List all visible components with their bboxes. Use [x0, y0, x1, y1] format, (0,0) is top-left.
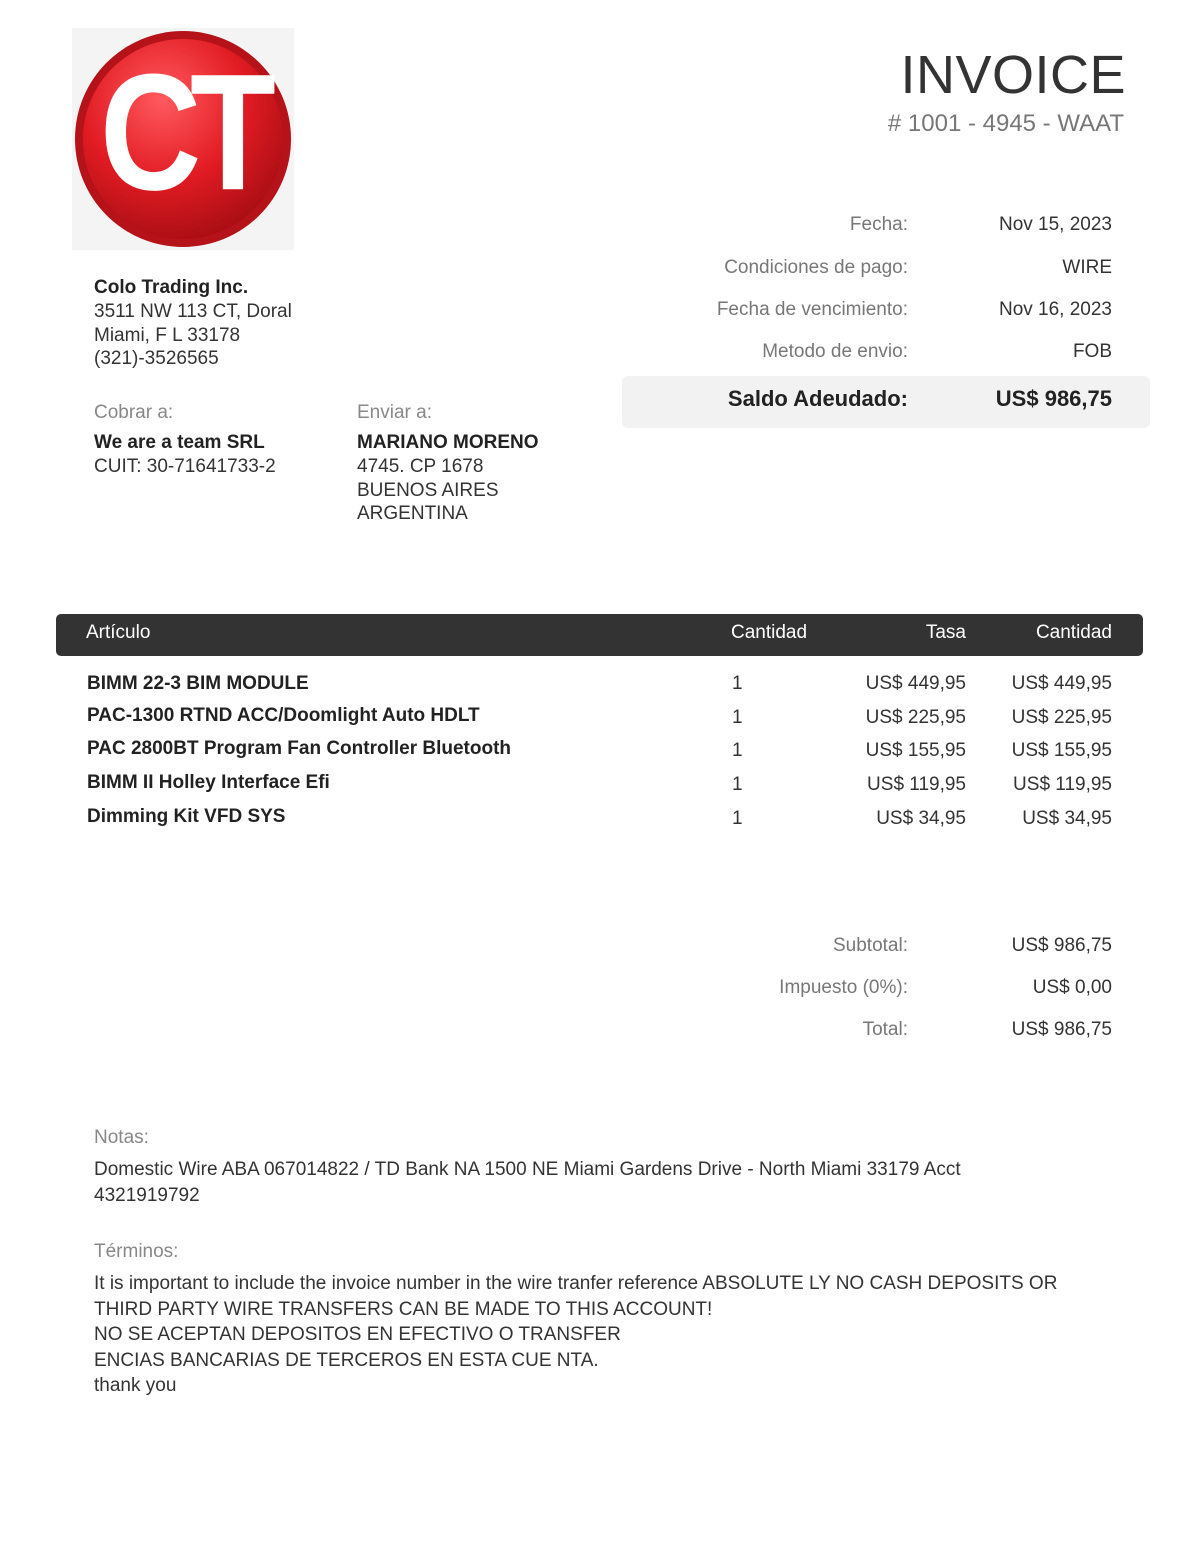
due-date-value: Nov 16, 2023: [998, 299, 1112, 320]
tax-label: Impuesto (0%):: [779, 977, 908, 998]
balance-due-value: US$ 986,75: [995, 386, 1112, 411]
ship-to-name: MARIANO MORENO: [357, 432, 539, 453]
invoice-number: # 1001 - 4945 - WAAT: [887, 110, 1124, 137]
notes-label: Notas:: [94, 1127, 149, 1148]
ship-to-line2: BUENOS AIRES: [357, 480, 499, 501]
column-header-amount: Cantidad: [1035, 622, 1112, 643]
column-header-quantity: Cantidad: [731, 622, 808, 643]
line-item-description: PAC 2800BT Program Fan Controller Bluetooth: [87, 738, 512, 759]
subtotal-value: US$ 986,75: [1011, 935, 1112, 956]
line-item-amount: US$ 155,95: [1011, 740, 1112, 761]
company-name: Colo Trading Inc.: [94, 277, 249, 298]
terms-line: thank you: [94, 1375, 177, 1396]
payment-terms-value: WIRE: [1062, 257, 1112, 278]
bill-to-tax-id: CUIT: 30-71641733-2: [94, 456, 276, 477]
line-item-quantity: 1: [732, 673, 743, 694]
due-date-label: Fecha de vencimiento:: [716, 299, 908, 320]
line-item-description: BIMM 22-3 BIM MODULE: [87, 673, 309, 694]
terms-text: [94, 1271, 1084, 1399]
tax-value: US$ 0,00: [1032, 977, 1112, 998]
company-address-line1: 3511 NW 113 CT, Doral: [94, 301, 292, 322]
column-header-item: Artículo: [86, 622, 151, 643]
payment-terms-label: Condiciones de pago:: [724, 257, 908, 278]
line-item-description: BIMM II Holley Interface Efi: [87, 772, 330, 793]
subtotal-label: Subtotal:: [833, 935, 908, 956]
terms-line: It is important to include the invoice number in the wire tranfer reference ABSOLUTE LY NO CASH DEPOSITS OR: [94, 1273, 1058, 1294]
line-item-amount: US$ 449,95: [1011, 673, 1112, 694]
company-phone: (321)-3526565: [94, 348, 219, 369]
line-item-rate: US$ 225,95: [865, 707, 966, 728]
logo-text: CT: [99, 39, 265, 225]
company-logo: [72, 28, 294, 250]
total-value: US$ 986,75: [1011, 1019, 1112, 1040]
line-item-amount: US$ 225,95: [1011, 707, 1112, 728]
company-address-line2: Miami, F L 33178: [94, 325, 241, 346]
line-item-rate: US$ 119,95: [867, 774, 966, 795]
terms-line: NO SE ACEPTAN DEPOSITOS EN EFECTIVO O TRANSFER: [94, 1324, 621, 1345]
line-item-rate: US$ 34,95: [876, 808, 966, 829]
bill-to-label: Cobrar a:: [94, 402, 174, 423]
bill-to-name: We are a team SRL: [94, 432, 265, 453]
date-label: Fecha:: [849, 214, 908, 235]
line-item-quantity: 1: [732, 740, 743, 761]
ship-to-line3: ARGENTINA: [357, 503, 468, 524]
total-label: Total:: [862, 1019, 908, 1040]
notes-text: Domestic Wire ABA 067014822 / TD Bank NA 1500 NE Miami Gardens Drive - North Miami 33179 Acct 4321919792: [94, 1159, 961, 1206]
terms-label: Términos:: [94, 1241, 179, 1262]
items-table-header: [56, 614, 1143, 656]
ship-to-line1: 4745. CP 1678: [357, 456, 484, 477]
line-item-quantity: 1: [732, 808, 743, 829]
terms-line: ENCIAS BANCARIAS DE TERCEROS EN ESTA CUE NTA.: [94, 1349, 599, 1371]
line-item-amount: US$ 34,95: [1022, 808, 1112, 829]
line-item-quantity: 1: [732, 707, 743, 728]
balance-due-label: Saldo Adeudado:: [727, 386, 908, 411]
shipping-method-value: FOB: [1072, 341, 1112, 362]
line-item-description: Dimming Kit VFD SYS: [87, 806, 286, 827]
date-value: Nov 15, 2023: [998, 214, 1112, 235]
column-header-rate: Tasa: [925, 622, 966, 643]
line-item-description: PAC-1300 RTND ACC/Doomlight Auto HDLT: [87, 705, 480, 726]
line-item-rate: US$ 155,95: [865, 740, 966, 761]
line-item-rate: US$ 449,95: [865, 673, 966, 694]
line-item-amount: US$ 119,95: [1013, 774, 1112, 795]
terms-line: THIRD PARTY WIRE TRANSFERS CAN BE MADE TO THIS ACCOUNT!: [94, 1298, 713, 1320]
shipping-method-label: Metodo de envio:: [762, 341, 908, 362]
line-item-quantity: 1: [732, 774, 743, 795]
invoice-title: INVOICE: [900, 45, 1126, 105]
ship-to-label: Enviar a:: [357, 402, 432, 423]
